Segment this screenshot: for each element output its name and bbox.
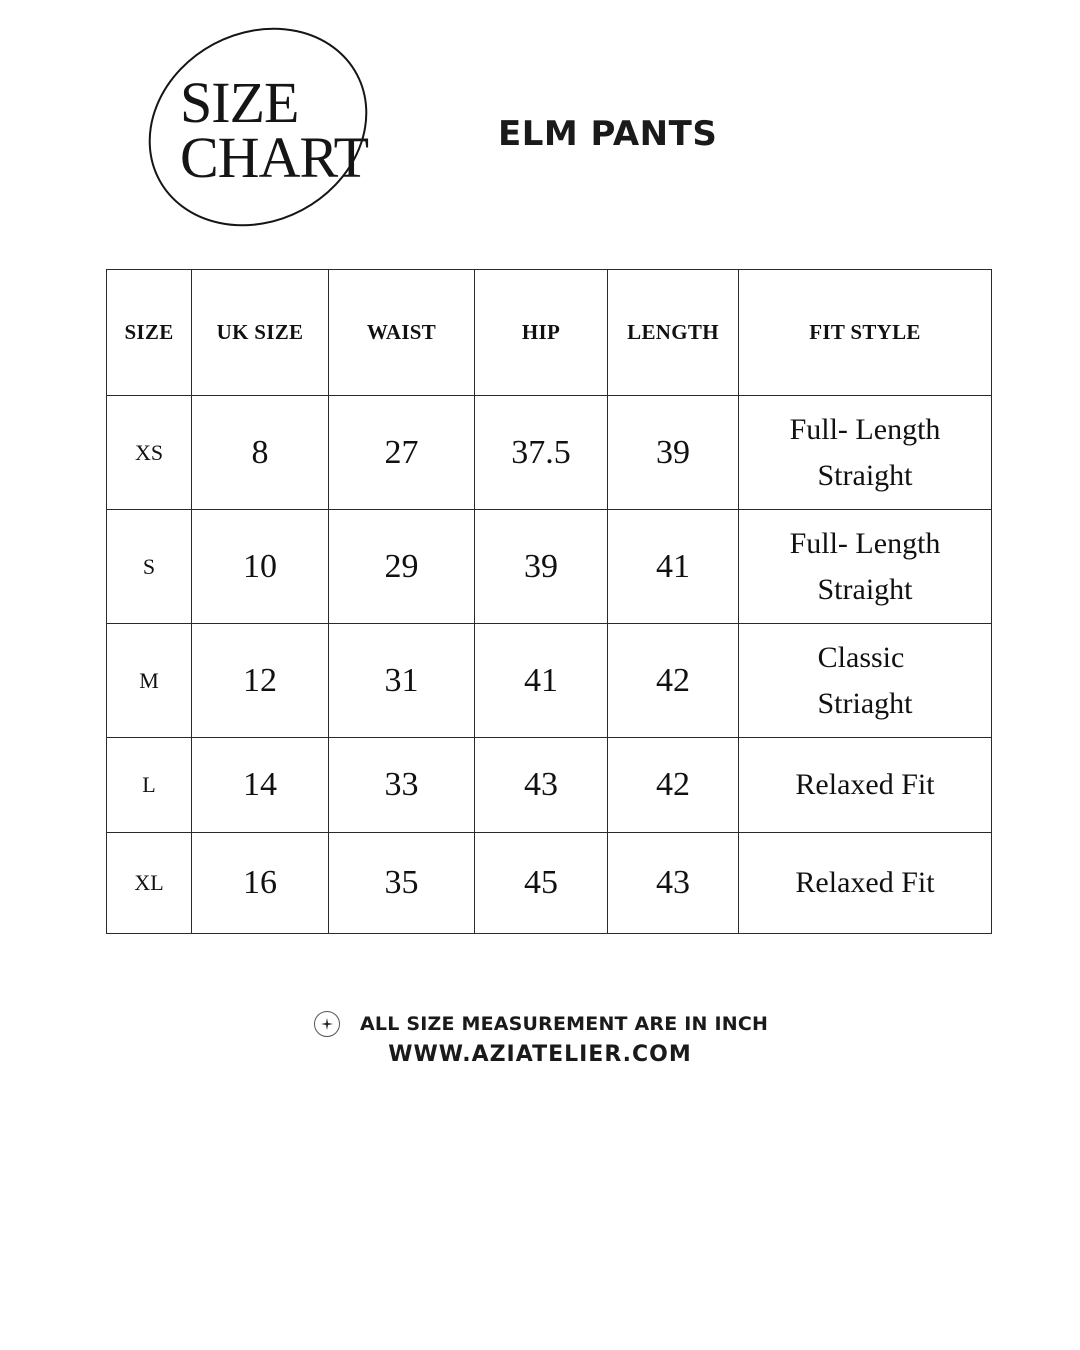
column-header-waist: WAIST [329, 270, 475, 396]
table-row [107, 624, 992, 738]
table-row [107, 833, 992, 934]
size-cell: M [107, 624, 192, 738]
length-cell: 42 [608, 624, 739, 738]
waist-cell: 33 [329, 738, 475, 833]
fit-style-cell [739, 510, 992, 624]
table-row [107, 738, 992, 833]
hip-cell: 41 [475, 624, 608, 738]
fit-style-cell: Relaxed Fit [739, 833, 992, 934]
column-header-fit-style: FIT STYLE [739, 270, 992, 396]
length-cell: 42 [608, 738, 739, 833]
size-cell: S [107, 510, 192, 624]
fit-style-line2: Striaght [817, 686, 913, 720]
column-header-hip: HIP [475, 270, 608, 396]
measurement-note [314, 1008, 768, 1040]
fit-style-line2: Straight [817, 458, 913, 492]
fit-style-line1: Full- Length [789, 526, 941, 560]
measurement-note-text: ALL SIZE MEASUREMENT ARE IN INCH [360, 1013, 769, 1035]
sparkle-star-icon [314, 1011, 340, 1037]
uk-size-cell: 10 [192, 510, 329, 624]
uk-size-cell: 14 [192, 738, 329, 833]
table-header-row [107, 270, 992, 396]
column-header-size: SIZE [107, 270, 192, 396]
waist-cell: 35 [329, 833, 475, 934]
hip-cell: 43 [475, 738, 608, 833]
hip-cell: 39 [475, 510, 608, 624]
waist-cell: 31 [329, 624, 475, 738]
waist-cell: 27 [329, 396, 475, 510]
table-row [107, 396, 992, 510]
uk-size-cell: 8 [192, 396, 329, 510]
fit-style-line1: Full- Length [789, 412, 941, 446]
column-header-uk-size: UK SIZE [192, 270, 329, 396]
fit-style-line1: Classic [817, 640, 905, 674]
logo-text-line1: SIZE [180, 70, 299, 135]
length-cell: 43 [608, 833, 739, 934]
waist-cell: 29 [329, 510, 475, 624]
website-url: WWW.AZIATELIER.COM [388, 1042, 692, 1067]
size-cell: L [107, 738, 192, 833]
fit-style-cell [739, 396, 992, 510]
size-chart-table [106, 269, 992, 934]
table-row [107, 510, 992, 624]
uk-size-cell: 16 [192, 833, 329, 934]
uk-size-cell: 12 [192, 624, 329, 738]
size-chart-logo [140, 26, 380, 228]
fit-style-line2: Straight [817, 572, 913, 606]
hip-cell: 37.5 [475, 396, 608, 510]
size-cell: XL [107, 833, 192, 934]
hip-cell: 45 [475, 833, 608, 934]
column-header-length: LENGTH [608, 270, 739, 396]
length-cell: 39 [608, 396, 739, 510]
length-cell: 41 [608, 510, 739, 624]
fit-style-cell [739, 624, 992, 738]
size-cell: XS [107, 396, 192, 510]
fit-style-cell: Relaxed Fit [739, 738, 992, 833]
product-title: ELM PANTS [498, 114, 718, 154]
logo-text-line2: CHART [180, 125, 369, 190]
